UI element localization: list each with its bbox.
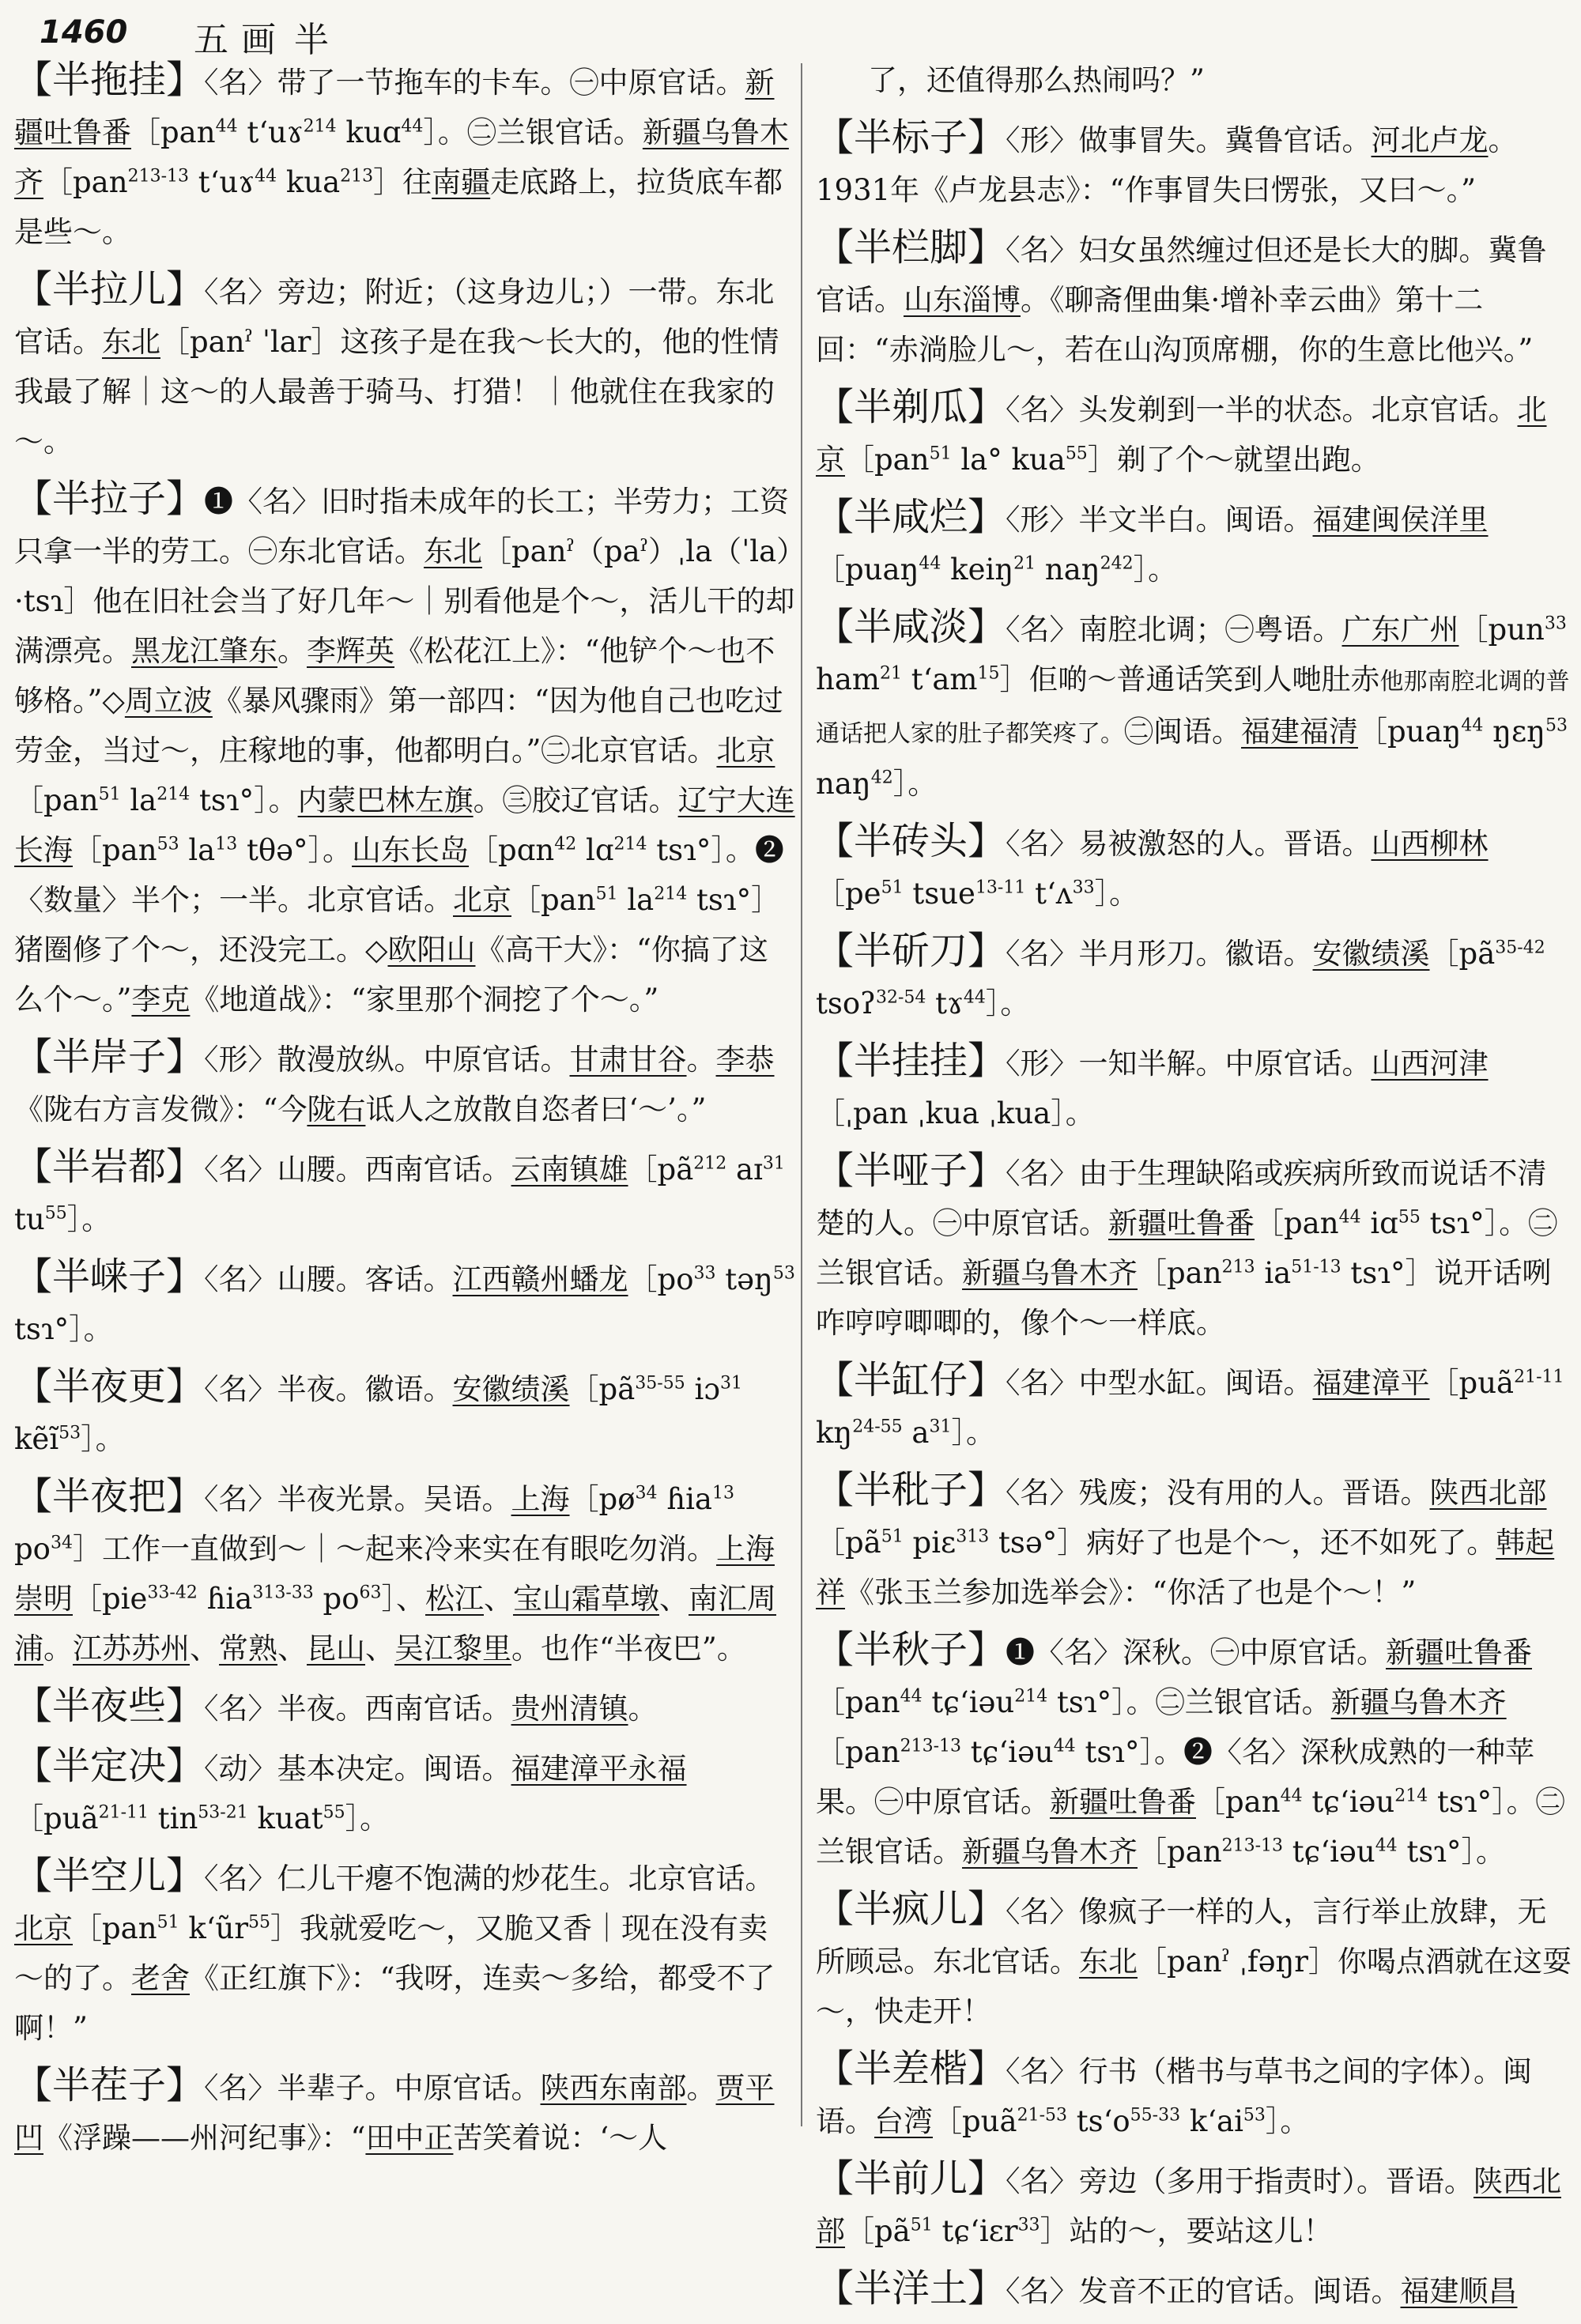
dictionary-entry xyxy=(816,223,1573,375)
entry-headword: 【半差楷】 xyxy=(816,2047,1006,2091)
entry-headword: 【半栏脚】 xyxy=(816,225,1006,270)
entry-definition: 〈名〉发音不正的官话。闽语。福建顺昌 xyxy=(1006,2274,1518,2308)
dictionary-entry xyxy=(14,1362,797,1464)
dictionary-entry xyxy=(14,1252,797,1354)
right-column xyxy=(816,55,1573,2324)
dictionary-entry xyxy=(816,2154,1573,2256)
entry-headword: 【半标子】 xyxy=(816,115,1006,160)
entry-definition: 〈名〉旁边；附近；（这身边儿；）一带。东北官话。东北［panˀ ˈlar］这孩子是在我～长大的，他的性情我最了解｜这～的人最善于骑马、打猎！｜他就住在我家的～。 xyxy=(14,275,779,458)
entry-headword: 【半疯儿】 xyxy=(816,1887,1006,1931)
entry-definition: 了，还值得那么热闹吗？” xyxy=(868,63,1205,97)
dictionary-entry xyxy=(816,113,1573,215)
entry-headword: 【半夜更】 xyxy=(14,1364,205,1409)
entry-headword: 【半秋子】 xyxy=(816,1628,1006,1672)
entry-headword: 【半哑子】 xyxy=(816,1149,1006,1193)
entry-definition: 〈名〉头发剃到一半的状态。北京官话。北京［pan$^{51}$ la° kua$^{55}$］剃了个～就望出跑。 xyxy=(816,393,1547,477)
page-number: 1460 xyxy=(40,14,128,51)
entry-definition: 〈形〉做事冒失。冀鲁官话。河北卢龙。1931年《卢龙县志》：“作事冒失曰愣张，又曰～。” xyxy=(816,123,1518,207)
entry-headword: 【半洋土】 xyxy=(816,2266,1006,2311)
entry-definition: 〈名〉半夜光景。吴语。上海$[pø^{34}$ ɦia$^{13}$ $po^{34}]$工作一直做到～｜～起来冷来实在有眼吃勿消。上海崇明［pie$^{33-42}$ ɦia$^{313-33}$ $po^{63}]$、松江、宝山霜草墩、南汇周浦。江苏苏州、常熟、昆山、吴江黎里。也作“半夜巴”。 xyxy=(14,1482,776,1666)
dictionary-entry xyxy=(14,1032,797,1134)
entry-definition: 〈名〉由于生理缺陷或疾病所致而说话不清楚的人。㊀中原官话。新疆吐鲁番［pan$^{44}$ iɑ$^{55}$ tsɿ°］。㊁兰银官话。新疆乌鲁木齐［pan$^{213}$ $ia^{51-13}$ tsɿ°］说开话咧咋哼哼唧唧的，像个～一样底。 xyxy=(816,1156,1558,1340)
entry-definition: 〈名〉半夜。西南官话。贵州清镇。 xyxy=(204,1692,658,1726)
dictionary-entry xyxy=(816,1884,1573,2036)
entry-headword: 【半秕子】 xyxy=(816,1468,1006,1512)
dictionary-entry xyxy=(816,1625,1573,1877)
entry-definition: 〈名〉中型水缸。闽语。福建漳平［puã$^{21-11}$ $kŋ^{24-55}$ $a^{31}]$。 xyxy=(816,1366,1564,1450)
entry-headword: 【半拉子】 xyxy=(14,477,205,521)
entry-definition: 〈名〉仁儿干瘪不饱满的炒花生。北京官话。北京［pan$^{51}$ kʻũr$^{55}$］我就爱吃～，又脆又香｜现在没有卖～的了。老舍《正红旗下》：“我呀，连卖～多给，都受不了啊！” xyxy=(14,1862,775,2045)
entry-definition: ❶〈名〉深秋。㊀中原官话。新疆吐鲁番［pan$^{44}$ tɕʻiəu$^{214}$ tsɿ°］。㊁兰银官话。新疆乌鲁木齐［pan$^{213-13}$ tɕʻiəu$^{44}$ tsɿ°］。❷〈名〉深秋成熟的一种苹果。㊀中原官话。新疆吐鲁番［pan$^{44}$ tɕʻiəu$^{214}$ tsɿ°］。㊁兰银官话。新疆乌鲁木齐［pan$^{213-13}$ tɕʻiəu$^{44}$ tsɿ°］。 xyxy=(816,1635,1565,1869)
entry-definition: 〈名〉易被激怒的人。晋语。山西柳林$[pe^{51}$ tsue$^{13-11}$ tʻʌ$^{33}$］。 xyxy=(816,827,1489,911)
dictionary-entry xyxy=(816,1146,1573,1348)
dictionary-entry xyxy=(816,1036,1573,1138)
entry-headword: 【半前儿】 xyxy=(816,2156,1006,2201)
dictionary-entry xyxy=(816,1466,1573,1617)
entry-definition: 〈名〉残废；没有用的人。晋语。陕西北部$[pã^{51}$ piɛ$^{313}$ tsə°］病好了也是个～，还不如死了。韩起祥《张玉兰参加选举会》：“你活了也是个～！” xyxy=(816,1476,1555,1609)
entry-headword: 【半定决】 xyxy=(14,1744,205,1788)
entry-headword: 【半岸子】 xyxy=(14,1035,205,1079)
entry-definition: 〈名〉山腰。客话。江西赣州蟠龙$[po^{33}$ təŋ$^{53}$ tsɿ°］。 xyxy=(14,1262,795,1346)
entry-headword: 【半茬子】 xyxy=(14,2063,205,2107)
dictionary-entry xyxy=(816,817,1573,919)
entry-headword: 【半空儿】 xyxy=(14,1854,205,1898)
left-column xyxy=(14,55,797,2171)
section-title: 五画 xyxy=(194,20,289,60)
entry-headword: 【半砖头】 xyxy=(816,819,1006,863)
entry-definition: 〈名〉半辈子。中原官话。陕西东南部。贾平凹《浮躁——州河纪事》：“田中正苦笑着说：‘～人 xyxy=(14,2071,775,2155)
entry-definition: 〈动〉基本决定。闽语。福建漳平永福［puã$^{21-11}$ tin$^{53-21}$ kuat$^{55}$］。 xyxy=(14,1752,687,1835)
dictionary-entry xyxy=(14,1681,797,1734)
dictionary-entry xyxy=(14,55,797,257)
entry-headword: 【半斫刀】 xyxy=(816,929,1006,973)
entry-headword: 【半夜把】 xyxy=(14,1474,205,1519)
entry-definition: 〈名〉旁边（多用于指责时）。晋语。陕西北部$[pã^{51}$ tɕʻiɛr$^{33}$］站的～，要站这儿！ xyxy=(816,2164,1562,2248)
entry-definition: 〈名〉带了一节拖车的卡车。㊀中原官话。新疆吐鲁番［pan$^{44}$ tʻuɤ$^{214}$ kuɑ$^{44}$］。㊁兰银官话。新疆乌鲁木齐［pan$^{213-13}$ tʻuɤ$^{44}$ kua$^{213}$］往南疆走底路上，拉货底车都是些～。 xyxy=(14,66,789,249)
dictionary-entry xyxy=(14,1142,797,1244)
entry-headword: 【半岩都】 xyxy=(14,1145,205,1189)
entry-definition: 〈名〉像疯子一样的人，言行举止放肆，无所顾忌。东北官话。东北［panˀ ˌfəŋr］你喝点酒就在这耍～，快走开！ xyxy=(816,1895,1572,2028)
entry-definition: 〈形〉一知半解。中原官话。山西河津［ˌpan ˌkua ˌkua］。 xyxy=(816,1047,1489,1130)
section-character: 半 xyxy=(294,20,329,60)
dictionary-entry xyxy=(816,492,1573,594)
entry-definition: 〈形〉散漫放纵。中原官话。甘肃甘谷。李恭《陇右方言发微》：“今陇右诋人之放散自恣者曰‘～’。” xyxy=(14,1043,775,1126)
entry-headword: 【半剃瓜】 xyxy=(816,385,1006,429)
dictionary-entry xyxy=(816,2044,1573,2146)
dictionary-entry xyxy=(816,602,1573,809)
entry-headword: 【半咸淡】 xyxy=(816,605,1006,649)
dictionary-entry xyxy=(816,2264,1573,2316)
entry-definition: ❶〈名〉旧时指未成年的长工；半劳力；工资只拿一半的劳工。㊀东北官话。东北［panˀ（paˀ）ˌla（ˈla）·tsɿ］他在旧社会当了好几年～｜别看他是个～，活儿干的却满漂亮。黑龙江肇东。李辉英《松花江上》：“他铲个～也不够格。”◇周立波《暴风骤雨》第一部四：“因为他自己也吃过劳金，当过～，庄稼地的事，他都明白。”㊁北京官话。北京［pan$^{51}$ $la^{214}$ tsɿ°］。内蒙巴林左旗。㊂胶辽官话。辽宁大连长海［pan$^{53}$ $la^{13}$ tθə°］。山东长岛［pɑn$^{42}$ lɑ$^{214}$ tsɿ°］。❷〈数量〉半个；一半。北京官话。北京［pan$^{51}$ $la^{214}$ tsɿ°］猪圈修了个～，还没完工。◇欧阳山《高干大》：“你搞了这么个～。”李克《地道战》：“家里那个洞挖了个～。” xyxy=(14,485,795,1017)
entry-headword: 【半拉儿】 xyxy=(14,267,205,311)
page-header xyxy=(0,0,1581,63)
dictionary-entry xyxy=(816,383,1573,485)
dictionary-entry xyxy=(14,265,797,466)
dictionary-entry xyxy=(14,2061,797,2163)
entry-headword: 【半拖挂】 xyxy=(14,58,205,102)
entry-definition: 〈名〉行书（楷书与草书之间的字体）。闽语。台湾［puã$^{21-53}$ tsʻo$^{55-33}$ kʻai$^{53}$］。 xyxy=(816,2054,1533,2138)
entry-headword: 【半夜些】 xyxy=(14,1684,205,1728)
dictionary-entry xyxy=(816,1356,1573,1458)
dictionary-entry xyxy=(14,474,797,1024)
dictionary-entry xyxy=(816,55,1573,105)
entry-headword: 【半咸烂】 xyxy=(816,495,1006,539)
column-divider xyxy=(801,63,802,2126)
entry-headword: 【半挂挂】 xyxy=(816,1039,1006,1083)
entry-headword: 【半崃子】 xyxy=(14,1254,205,1299)
dictionary-entry xyxy=(816,926,1573,1028)
entry-definition: 〈名〉山腰。西南官话。云南镇雄$[pã^{212}$ aɪ$^{31}$ $tu^{55}]$。 xyxy=(14,1153,785,1236)
entry-definition: 〈名〉妇女虽然缠过但还是长大的脚。冀鲁官话。山东淄博。《聊斋俚曲集·增补幸云曲》第十二回：“赤淌脸儿～，若在山沟顶席棚，你的生意比他兴。” xyxy=(816,233,1547,367)
entry-headword: 【半缸仔】 xyxy=(816,1358,1006,1402)
entry-definition: 〈名〉半月形刀。徽语。安徽绩溪$[pã^{35-42}$ tsoʔ$^{32-54}$ tɤ$^{44}$］。 xyxy=(816,937,1545,1021)
dictionary-entry xyxy=(14,1741,797,1843)
dictionary-entry xyxy=(14,1851,797,2053)
dictionary-entry xyxy=(14,1472,797,1673)
entry-definition: 〈形〉半文半白。闽语。福建闽侯洋里［puaŋ$^{44}$ keiŋ$^{21}$ naŋ$^{242}$］。 xyxy=(816,503,1489,587)
entry-definition: 〈名〉半夜。徽语。安徽绩溪$[pã^{35-55}$ iɔ$^{31}$ kẽĩ$^{53}$］。 xyxy=(14,1372,743,1456)
entry-definition: 〈名〉南腔北调；㊀粤语。广东广州［pun$^{33}$ ham$^{21}$ tʻam$^{15}$］佢啲～普通话笑到人哋肚赤他那南腔北调的普通话把人家的肚子都笑疼了。㊁闽语。福建福清［puaŋ$^{44}$ ŋɛŋ$^{53}$ naŋ$^{42}$］。 xyxy=(816,613,1570,801)
